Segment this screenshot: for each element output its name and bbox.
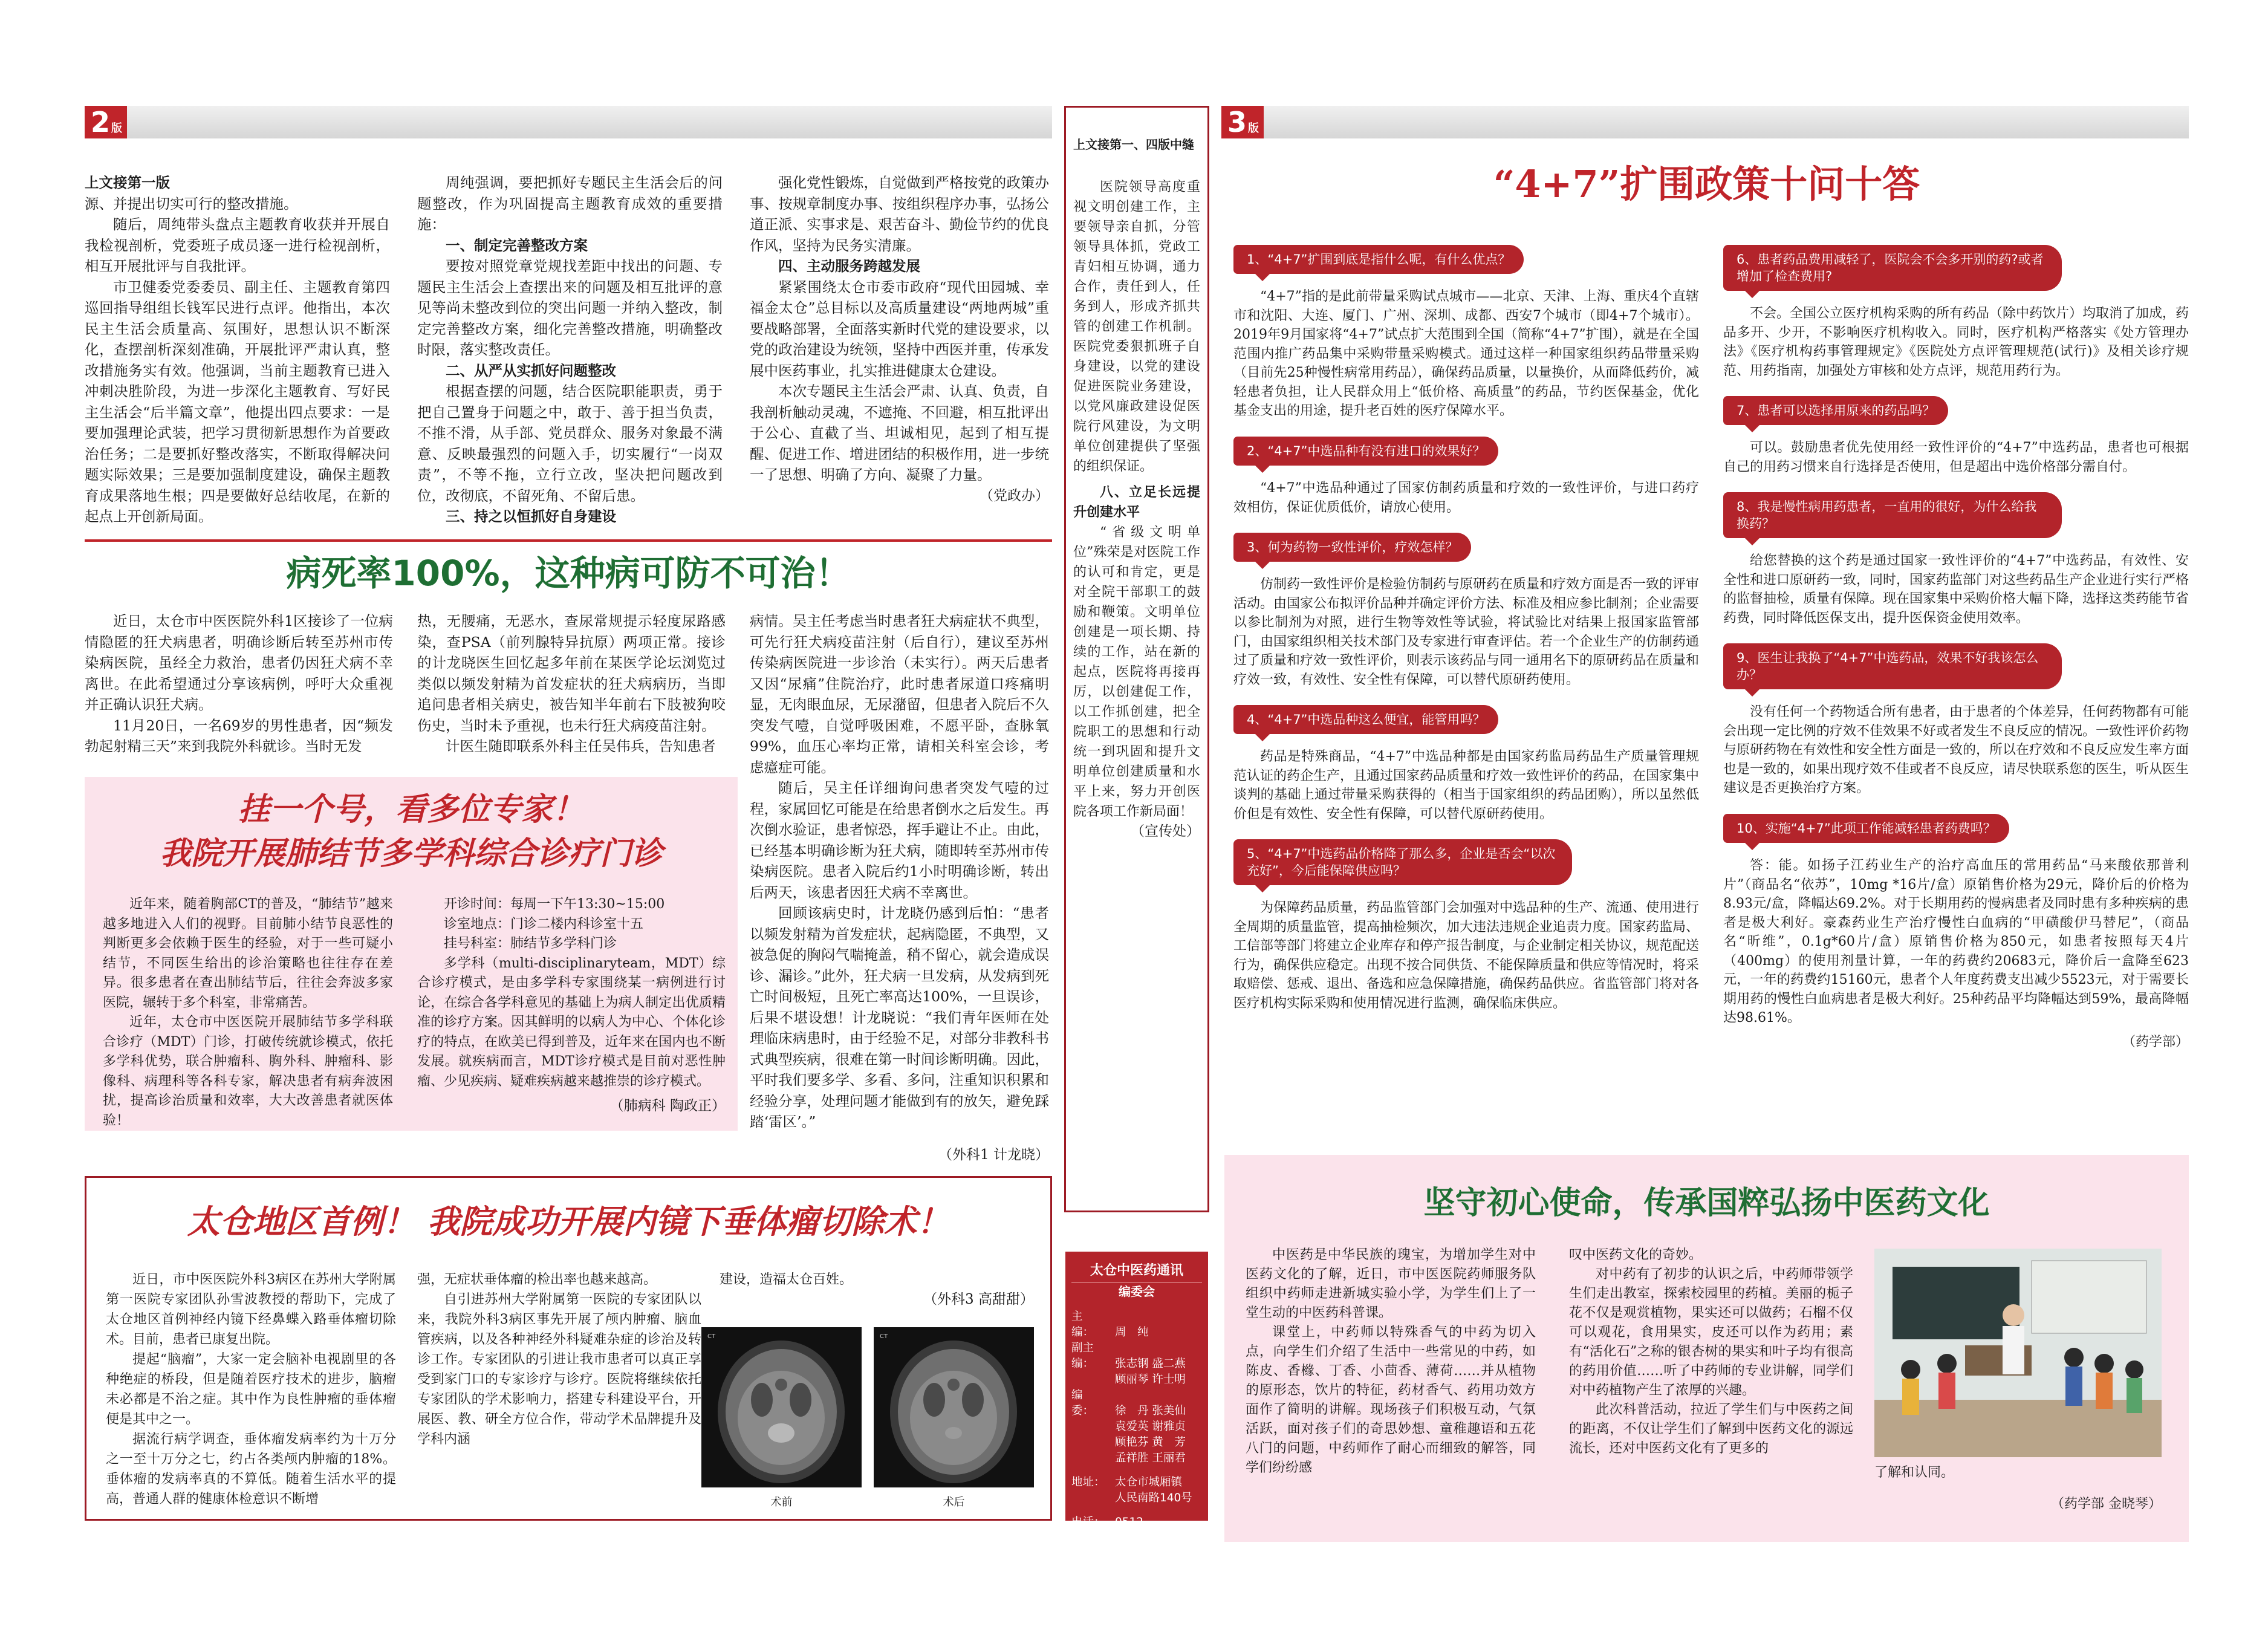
pituitary-col1 bbox=[106, 1270, 396, 1512]
tcm-col2-p2: 此次科普活动，拉近了学生们与中医药之间的距离，不仅让学生们了解到中医药文化的源远流长，还对中医药文化有了更多的 bbox=[1569, 1402, 1853, 1456]
qa-question: 2、“4+7”中选品种有没有进口的效果好？ bbox=[1233, 437, 1498, 466]
pituitary-col3 bbox=[720, 1270, 1034, 1318]
masthead-row bbox=[1071, 1451, 1202, 1466]
masthead-row-key: 电话： bbox=[1071, 1516, 1105, 1529]
qa-answer bbox=[1723, 438, 2189, 476]
lead-col3-p3: 本次专题民主生活会严肃、认真、负责，自我剖析触动灵魂，不遮掩、不回避，相互批评出于公心、直截了当、坦诚相见，起到了相互提醒、促进工作、增进团结的积极作用，进一步统一了思想、明确了方向、凝聚了力量。 bbox=[750, 383, 1049, 483]
qa-answer bbox=[1723, 703, 2189, 798]
rabies-col2-p0: 热，无腰痛，无恶水，查尿常规提示轻度尿路感染，查PSA（前列腺特异抗原）两项正常。接诊的计龙晓医生回忆起多年前在某医学论坛浏览过类似以频发射精为首发症状的狂犬病病历，当即追问患者相关病史，被告知半年前右下肢被狗咬伤史，当时未予重视，也未行狂犬病疫苗注射。 bbox=[417, 613, 726, 734]
masthead-row bbox=[1071, 1309, 1202, 1341]
masthead-row-value: 太仓市城厢镇 bbox=[1115, 1476, 1183, 1489]
lead-col2-sub3: 三、持之以恒抓好自身建设 bbox=[446, 508, 616, 525]
classroom-scene bbox=[1874, 1249, 2162, 1457]
lead-col2 bbox=[417, 172, 723, 525]
qa-right-column bbox=[1723, 245, 2189, 1152]
lung-col2-p3: 多学科（multi-disciplinaryteam，MDT）综合诊疗模式，是由多学科专家围绕某一病例进行讨论，在综合各学科意见的基础上为病人制定出优质精准的诊疗方案。因其鲜明的以病人为中心、个体化诊疗的特点，在欧美已得到普及，近年来在国内也不断发展。就疾病而言，MDT诊疗模式是目前对恶性肿瘤、少见疾病、疑难疾病越来越推崇的诊疗模式。 bbox=[417, 955, 726, 1089]
qa-answer-paragraph: 没有任何一个药物适合所有患者，由于患者的个体差异，任何药物都有可能会出现一定比例的疗效不佳效果不好或者发生不良反应的情况。一致性评价药物与原研药物在有效性和安全性方面是一致的，所以在疗效和不良反应发生率方面也是一致的，如果出现疗效不佳或者不良反应，请尽快联系您的医生，听从医生建议是否更换治疗方案。 bbox=[1723, 704, 2189, 796]
lung-signature: （肺病科 陶政正） bbox=[609, 1098, 726, 1114]
qa-answer-paragraph: 答：能。如扬子江药业生产的治疗高血压的常用药品“马来酸依那普利片”（商品名“依苏”，10mg *16片/盒）原销售价格为29元，降价后的价格为8.93元/盒，降幅达69.2%。对于长期用药的慢病患者及同时患有多种疾病的患者是极大利好。豪森药业生产治疗慢性白血病的“甲磺酸伊马替尼”，（商品名“昕维”，0.1g*60片/盒）原销售价格为850元，如患者按照每天4片（400mg）的使用剂量计算，一年的药费约20683元，降价后一盒降至623元，一年的药费约15160元，患者个人年度药费支出减少5523元，对于需要长期用药的慢性白血病患者是极大利好。25种药品平均降幅达到59%，最高降幅达98.61%。 bbox=[1723, 858, 2189, 1025]
mri-before-scan bbox=[701, 1327, 862, 1487]
masthead-rows bbox=[1071, 1309, 1202, 1593]
lead-col2-sub2: 二、从严从实抓好问题整改 bbox=[446, 362, 616, 379]
qa-question: 8、我是慢性病用药患者，一直用的很好，为什么给我换药？ bbox=[1723, 492, 2062, 538]
qa-answer-paragraph: “4+7”中选品种通过了国家仿制药质量和疗效的一致性评价，与进口药疗效相仿，保证优质低价，请放心使用。 bbox=[1233, 481, 1699, 515]
qa-answer-paragraph: 为保障药品质量，药品监管部门会加强对中选品种的生产、流通、使用进行全周期的质量监管，提高抽检频次，加大违法违规企业追责力度。国家药监局、工信部等部门将建立企业库存和停产报告制度，与企业制定相关协议，规范配送行为，确保供应稳定。出现不按合同供货、不能保障质量和供应等情况时，将采取赔偿、惩戒、退出、备选和应急保障措施，确保药品供应。省监管部门将对各医疗机构实际采购和使用情况进行监测，确保临床供应。 bbox=[1233, 900, 1700, 1011]
lung-col2-p1: 诊室地点：门诊二楼内科诊室十五 bbox=[444, 916, 644, 932]
masthead-row-key: 地址： bbox=[1071, 1476, 1105, 1489]
lung-col1-p0: 近年来，随着胸部CT的普及，“肺结节”越来越多地进入人们的视野。目前肺小结节良恶性的判断更多会依赖于医生的经验，对于一些可疑小结节，不同医生给出的诊治策略也往往存在差异。很多患者在查出肺结节后，往往会奔波多家医院，辗转于多个科室，非常痛苦。 bbox=[103, 897, 393, 1010]
lead-col1-p0: 源、并提出切实可行的整改措施。 bbox=[85, 195, 298, 212]
tcm-photo-tail: 了解和认同。 bbox=[1874, 1465, 1955, 1480]
page2-number: 2 bbox=[91, 106, 111, 138]
masthead-row bbox=[1071, 1562, 1202, 1593]
sidebar-signature: （宣传处） bbox=[1131, 824, 1200, 839]
rabies-signature: （外科1 计龙晓） bbox=[938, 1146, 1049, 1163]
masthead-row-key: 副主编： bbox=[1071, 1342, 1094, 1370]
lung-col2-p2: 挂号科室：肺结节多学科门诊 bbox=[444, 936, 617, 951]
qa-title: “4+7”扩围政策十问十答 bbox=[1493, 162, 1920, 206]
lead-col2-p4: 根据查摆的问题，结合医院职能职责，勇于把自己置身于问题之中，敢于、善于担当负责，不推不滑，从手部、党员群众、服务对象最不满意、反映最强烈的问题入手，切实履行“一岗双责”，不等不拖，立行立改，坚决把问题改到位，改彻底，不留死角、不留后患。 bbox=[417, 383, 723, 504]
qa-answer-paragraph: 给您替换的这个药是通过国家一致性评价的“4+7”中选药品，有效性、安全性和进口原研药一致，同时，国家药监部门对这些药品生产企业进行实行严格的监督抽检，质量有保障。现在国家集中采购价格大幅下降，选择这类药能节省药费，同时降低医保支出，提升医保资金使用效率。 bbox=[1723, 553, 2189, 626]
qa-answer bbox=[1233, 479, 1699, 517]
pituitary-col1-p2: 据流行病学调查，垂体瘤发病率约为十万分之一至十万分之七，约占各类颅内肿瘤的18%。垂体瘤的发病率真的不算低。随着生活水平的提高，普通人群的健康体检意识不断增 bbox=[106, 1432, 396, 1507]
pituitary-col1-p1: 提起“脑瘤”，大家一定会脑补电视剧里的各种绝症的桥段，但是随着医疗技术的进步，脑瘤未必都是不治之症。其中作为良性肿瘤的垂体瘤便是其中之一。 bbox=[106, 1352, 396, 1427]
masthead-row-value: 周 纯 bbox=[1115, 1326, 1149, 1339]
masthead-row-key: 网址： bbox=[1071, 1547, 1105, 1560]
pituitary-col3-p0: 建设，造福太仓百姓。 bbox=[720, 1272, 853, 1287]
lead-col1 bbox=[85, 172, 390, 525]
qa-answer bbox=[1233, 899, 1699, 1013]
rabies-col3-p0: 病情。吴主任考虑当时患者狂犬病症状不典型，可先行狂犬病疫苗注射（后自行），建议至苏州传染病医院进一步诊治（未实行）。两天后患者又因“尿痛”住院治疗，此时患者尿道口疼痛明显，无肉眼血尿，无尿潴留，但患者入院后不久突发气噎，自觉呼吸困难，不愿平卧，查脉氧99%，血压心率均正常，请相关科室会诊，考虑癔症可能。 bbox=[750, 613, 1049, 776]
page3-number-tab bbox=[1221, 106, 1264, 138]
sidebar-sub8: 八、立足长远提升创建水平 bbox=[1073, 485, 1200, 520]
rabies-col3 bbox=[750, 611, 1049, 1163]
tcm-col2-p0: 叹中医药文化的奇妙。 bbox=[1569, 1247, 1703, 1263]
qa-question: 1、“4+7”扩围到底是指什么呢，有什么优点？ bbox=[1233, 245, 1524, 274]
rabies-col3-p1: 随后，吴主任详细询问患者突发气噎的过程，家属回忆可能是在给患者倒水之后发生。再次倒水验证，患者惊恐，挥手避让不止。由此，已经基本明确诊断为狂犬病，随即转至苏州市传染病医院。患者入院后约1小时明确诊断，转出后两天，该患者因狂犬病不幸离世。 bbox=[750, 779, 1049, 901]
masthead-subtitle: 编委会 bbox=[1119, 1284, 1155, 1299]
masthead-row bbox=[1071, 1372, 1202, 1388]
qa-answer-paragraph: 药品是特殊商品，“4+7”中选品种都是由国家药监局药品生产质量管理规范认证的药企生产，且通过国家药品质量和疗效一致性评价的药品，在国家集中谈判的基础上通过带量采购获得的（相当于国家组织的药品团购），所以虽然低价但是有效性、安全性有保障，可以替代原研药使用。 bbox=[1233, 749, 1700, 822]
qa-question: 7、患者可以选择用原来的药品吗？ bbox=[1723, 396, 1948, 425]
sidebar-text bbox=[1073, 136, 1200, 1206]
pituitary-col1-p0: 近日，市中医医院外科3病区在苏州大学附属第一医院专家团队孙雪波教授的帮助下，完成了太仓地区首例神经内镜下经鼻蝶入路垂体瘤切除术。目前，患者已康复出院。 bbox=[106, 1272, 396, 1347]
qa-answer bbox=[1233, 747, 1699, 824]
lead-continued-label: 上文接第一版 bbox=[85, 174, 170, 191]
masthead-row bbox=[1071, 1341, 1202, 1372]
masthead-row-value: zyyjstc@163.com bbox=[1071, 1579, 1171, 1591]
svg-text:CT: CT bbox=[880, 1333, 888, 1340]
pituitary-signature: （外科3 高甜甜） bbox=[923, 1292, 1034, 1307]
lung-col2 bbox=[417, 895, 726, 1125]
qa-answer bbox=[1233, 575, 1699, 689]
qa-answer-paragraph: 可以。鼓励患者优先使用经一致性评价的“4+7”中选药品，患者也可根据自己的用药习惯来自行选择是否使用，但是超出中选价格部分需自付。 bbox=[1723, 440, 2189, 475]
pituitary-col2-p1: 自引进苏州大学附属第一医院的专家团队以来，我院外科3病区事先开展了颅内肿瘤、脑血管疾病，以及各种神经外科疑难杂症的诊治及转诊工作。专家团队的引进让我市患者可以真正享受到家门口的专家诊疗与诊疗。医院将继续依托专家团队的学术影响力，搭建专科建设平台，开展医、教、研全方位合作，带动学术品牌提升及学科内涵 bbox=[417, 1292, 701, 1447]
rabies-col2 bbox=[417, 611, 726, 756]
lead-col2-p2: 要按对照党章党规找差距中找出的问题、专题民主生活会上查摆出来的问题及相互批评的意见等尚未整改到位的突出问题一并纳入整改，制定完善整改方案，细化完善整改措施，明确整改时限，落实整改责任。 bbox=[417, 258, 723, 358]
lead-col3-p0: 强化党性锻炼，自觉做到严格按党的政策办事、按规章制度办事、按组织程序办事，弘扬公道正派、实事求是、艰苦奋斗、勤俭节约的优良作风，坚持为民务实清廉。 bbox=[750, 174, 1049, 254]
qa-question: 10、实施“4+7”此项工作能减轻患者药费吗？ bbox=[1723, 814, 2009, 843]
masthead-row-value: 袁爱英 谢雅贞 bbox=[1115, 1420, 1186, 1433]
masthead-title: 太仓中医药通讯 bbox=[1071, 1261, 1202, 1282]
mri-after-scan bbox=[874, 1327, 1034, 1487]
masthead-row bbox=[1071, 1546, 1202, 1562]
page2-number-suffix: 版 bbox=[111, 122, 123, 135]
masthead-row-key: 邮箱： bbox=[1071, 1563, 1105, 1576]
qa-question: 9、医生让我换了“4+7”中选药品，效果不好我该怎么办？ bbox=[1723, 643, 2062, 689]
lead-col1-p2: 市卫健委党委委员、副主任、主题教育第四巡回指导组组长钱军民进行点评。他指出，本次民主生活会质量高、氛围好，思想认识不断深化，查摆剖析深刻准确，开展批评严肃认真，整改措施务实有效。他强调，当前主题教育已进入冲刺决胜阶段，为进一步深化主题教育、写好民主生活会“后半篇文章”，他提出四点要求：一是要加强理论武装，把学习贯彻新思想作为首要政治任务；二是要抓好整改落实，不断取得解决问题实际效果；三是要加强制度建设，确保主题教育成果落地生根；四是要做好总结收尾，在新的起点上开创新局面。 bbox=[85, 278, 390, 525]
page3-number: 3 bbox=[1227, 106, 1247, 138]
rabies-col1 bbox=[85, 611, 393, 756]
tcm-col1-p1: 课堂上，中药师以特殊香气的中药为切入点，向学生们介绍了生活中一些常见的中药，如陈皮、香橼、丁香、小茴香、薄荷……并从植物的原形态，饮片的特征，药材香气、药用功效方面作了简明的讲解。现场孩子们积极互动，气氛活跃，面对孩子们的奇思妙想、童稚趣语和五花八门的问题，中药师作了耐心而细致的解答，同学们纷纷感 bbox=[1246, 1325, 1536, 1475]
masthead-row bbox=[1071, 1388, 1202, 1419]
qa-question: 4、“4+7”中选品种这么便宜，能管用吗？ bbox=[1233, 705, 1498, 734]
lead-col3-p2: 紧紧围绕太仓市委市政府“现代田园城、幸福金太仓”总目标以及高质量建设“两地两城”重要战略部署，全面落实新时代党的建设要求，以党的政治建设为统领，坚持中西医并重，传承发展中医药事业，扎实推进健康太仓建设。 bbox=[750, 278, 1049, 379]
page2-header-bar bbox=[88, 106, 1052, 138]
rabies-col1-p0: 近日，太仓市中医医院外科1区接诊了一位病情隐匿的狂犬病患者，明确诊断后转至苏州市传染病医院，虽经全力救治，患者仍因狂犬病不幸离世。在此希望通过分享该病例，呼吁大众重视并正确认识狂犬病。 bbox=[85, 613, 393, 713]
mri-after-image bbox=[874, 1327, 1034, 1487]
masthead-row bbox=[1071, 1515, 1202, 1546]
tcm-col1-p0: 中医药是中华民族的瑰宝，为增加学生对中医药文化的了解，近日，市中医医院药师服务队组织中药师走进新城实验小学，为学生们上了一堂生动的中医药科普课。 bbox=[1246, 1247, 1536, 1321]
page3-header-bar bbox=[1224, 106, 2189, 138]
sidebar-continued-label: 上文接第一、四版中缝 bbox=[1073, 137, 1194, 152]
pituitary-headline: 太仓地区首例！ 我院成功开展内镜下垂体瘤切除术！ bbox=[187, 1203, 950, 1241]
mri-before-caption: 术前 bbox=[770, 1496, 793, 1509]
masthead-row-value: 顾艳芬 黄 芳 bbox=[1115, 1436, 1186, 1449]
masthead-row-value: 张志钢 盛二燕 bbox=[1115, 1357, 1186, 1370]
masthead-row-key: 主 编： bbox=[1071, 1310, 1094, 1339]
lead-col3-sub4: 四、主动服务跨越发展 bbox=[778, 258, 920, 275]
lead-col2-sub1: 一、制定完善整改方案 bbox=[446, 236, 588, 254]
lead-col3 bbox=[750, 172, 1049, 520]
qa-answer-paragraph: 仿制药一致性评价是检验仿制药与原研药在质量和疗效方面是否一致的评审活动。由国家公布拟评价品种并确定评价方法、标准及相应参比制剂；企业需要以参比制剂为对照，进行生物等效性等试验，将试验比对结果上报国家监管部门，由国家组织相关技术部门及专家进行审查评估。若一个企业生产的仿制药通过了质量和疗效一致性评价，则表示该药品与同一通用名下的原研药品在质量和疗效一致，有效性、安全性有保障，可以替代原研药使用。 bbox=[1233, 577, 1700, 687]
tcm-col1 bbox=[1246, 1246, 1536, 1530]
lung-col2-p0: 开诊时间：每周一下午13:30~15:00 bbox=[444, 897, 665, 912]
tcm-classroom-photo bbox=[1874, 1249, 2162, 1457]
lung-headline-2: 我院开展肺结节多学科综合诊疗门诊 bbox=[159, 836, 663, 872]
qa-answer bbox=[1723, 551, 2189, 628]
rabies-col1-p1: 11月20日，一名69岁的男性患者，因“频发勃起射精三天”来到我院外科就诊。当时无发 bbox=[85, 717, 393, 755]
qa-answer bbox=[1723, 304, 2189, 380]
qa-answer-paragraph: 不会。全国公立医疗机构采购的所有药品（除中药饮片）均取消了加成，药品多开、少开，不影响医疗机构收入。同时，医疗机构严格落实《处方管理办法》《医疗机构药事管理规定》《医院处方点评管理规范(试行)》及相关诊疗规范、用药指南，加强处方审核和处方点评，规范用药行为。 bbox=[1723, 306, 2189, 379]
pituitary-col2-p0: 强，无症状垂体瘤的检出率也越来越高。 bbox=[417, 1272, 657, 1287]
qa-signature: （药学部） bbox=[2122, 1035, 2189, 1050]
masthead-row-key: 编 委： bbox=[1071, 1389, 1094, 1417]
tcm-col2-p1: 对中药有了初步的认识之后，中药师带领学生们走出教室，探索校园里的药植。美丽的栀子花不仅是观赏植物，果实还可以做药；石榴不仅可以观花，食用果实，皮还可以作为药用；素有“活化石”之称的银杏树的果实和叶子均有很高的药用价值……听了中药师的专业讲解，同学们对中药植物产生了浓厚的兴趣。 bbox=[1569, 1267, 1853, 1398]
masthead-row-value: 顾丽琴 许士明 bbox=[1115, 1373, 1186, 1386]
qa-question: 5、“4+7”中选药品价格降了那么多，企业是否会“以次充好”，今后能保障供应吗？ bbox=[1233, 839, 1572, 885]
masthead-row-value: 人民南路140号 bbox=[1115, 1492, 1192, 1504]
page3-number-suffix: 版 bbox=[1248, 122, 1259, 135]
qa-answer bbox=[1723, 856, 2189, 1028]
qa-question: 3、何为药物一致性评价，疗效怎样？ bbox=[1233, 533, 1471, 562]
sidebar-p0: 医院领导高度重视文明创建工作，主要领导亲自抓，分管领导具体抓，党政工青妇相互协调，通力合作，责任到人，任务到人，形成齐抓共管的创建工作机制。医院党委狠抓班子自身建设，以党的建设促进医院业务建设，以党风廉政建设促医院行风建设，为文明单位创建提供了坚强的组织保证。 bbox=[1073, 180, 1200, 474]
lead-col2-p0: 周纯强调，要把抓好专题民主生活会后的问题整改，作为巩固提高主题教育成效的重要措施： bbox=[417, 174, 723, 233]
lung-col1 bbox=[103, 895, 393, 1128]
masthead-row-value: 0512-53524358 bbox=[1071, 1516, 1148, 1544]
page2-number-tab bbox=[85, 106, 127, 138]
lung-col1-p1: 近年，太仓市中医医院开展肺结节多学科联合诊疗（MDT）门诊，打破传统就诊模式，依托多学科优势，联合肿瘤科、胸外科、肿瘤科、影像科、病理科等各科专家，解决患者有病奔波困扰，提高诊治质量和效率，大大改善患者就医体验！ bbox=[103, 1015, 393, 1128]
masthead bbox=[1065, 1252, 1208, 1591]
rabies-col3-p2: 回顾该病史时，计龙晓仍感到后怕：“患者以频发射精为首发症状，起病隐匿，不典型，又被急促的胸闷气喘掩盖，稍不留心，就会造成误诊、漏诊。”此外，狂犬病一旦发病，从发病到死亡时间极短，且死亡率高达100%，一旦误诊，后果不堪设想！计龙晓说：“我们青年医师在处理临床病患时，由于经验不足，对部分非教科书式典型疾病，很难在第一时间诊断明确。因此，平时我们要多学、多看、多问，注重知识积累和经验分享，处理问题才能做到有的放矢，避免踩踏‘雷区’。” bbox=[750, 905, 1049, 1130]
tcm-signature: （药学部 金晓琴） bbox=[2051, 1497, 2162, 1512]
lead-signature: （党政办） bbox=[980, 487, 1049, 504]
qa-left-column bbox=[1233, 245, 1699, 1140]
qa-question: 6、患者药品费用减轻了，医院会不会多开别的药?或者增加了检查费用? bbox=[1723, 245, 2062, 291]
tcm-col2 bbox=[1569, 1246, 1853, 1530]
masthead-row-value: 孟祥胜 王丽君 bbox=[1115, 1452, 1186, 1464]
masthead-row-value: www.tczyy.com bbox=[1115, 1547, 1201, 1560]
masthead-row bbox=[1071, 1490, 1202, 1506]
rabies-col2-p1: 计医生随即联系外科主任吴伟兵，告知患者 bbox=[446, 738, 716, 755]
sidebar-p2: “省级文明单位”殊荣是对医院工作的认可和肯定，更是对全院干部职工的鼓励和鞭策。文明单位创建是一项长期、持续的工作，站在新的起点，医院将再接再厉，以创建促工作，以工作抓创建，把全院职工的思想和行动统一到巩固和提升文明单位创建质量和水平上来，努力开创医院各项工作新局面！ bbox=[1073, 525, 1200, 819]
masthead-row bbox=[1071, 1435, 1202, 1451]
mri-after-caption: 术后 bbox=[943, 1496, 965, 1509]
qa-answer bbox=[1233, 287, 1699, 421]
qa-answer-paragraph: “4+7”指的是此前带量采购试点城市——北京、天津、上海、重庆4个直辖市和沈阳、大连、厦门、广州、深圳、成都、西安7个城市（即4+7个城市）。2019年9月国家将“4+7”试点扩大范围到全国（简称“4+7”扩围），就是在全国范围内推广药品集中采购带量采购模式。通过这样一种国家组织药品带量采购（目前先25种慢性病常用药品），确保药品质量，以量换价，从而降低药价，减轻患者负担，让人民群众用上“低价格、高质量”的药品，节约医保基金，优化基金支出的用途，提升老百姓的医疗保障水平。 bbox=[1233, 289, 1699, 418]
rabies-headline: 病死率100%，这种病可防不可治！ bbox=[286, 553, 851, 594]
rabies-top-rule bbox=[85, 539, 1052, 542]
lead-col1-p1: 随后，周纯带头盘点主题教育收获并开展自我检视剖析，党委班子成员逐一进行检视剖析，相互开展批评与自我批评。 bbox=[85, 216, 390, 275]
pituitary-col2 bbox=[417, 1270, 701, 1512]
masthead-row-value: 徐 丹 张美仙 bbox=[1115, 1405, 1186, 1417]
lung-headline-1: 挂一个号，看多位专家！ bbox=[238, 791, 584, 828]
mri-before-image bbox=[701, 1327, 862, 1487]
svg-text:CT: CT bbox=[707, 1333, 716, 1340]
masthead-row bbox=[1071, 1475, 1202, 1490]
masthead-row bbox=[1071, 1419, 1202, 1435]
tcm-headline: 坚守初心使命，传承国粹弘扬中医药文化 bbox=[1423, 1185, 1990, 1221]
